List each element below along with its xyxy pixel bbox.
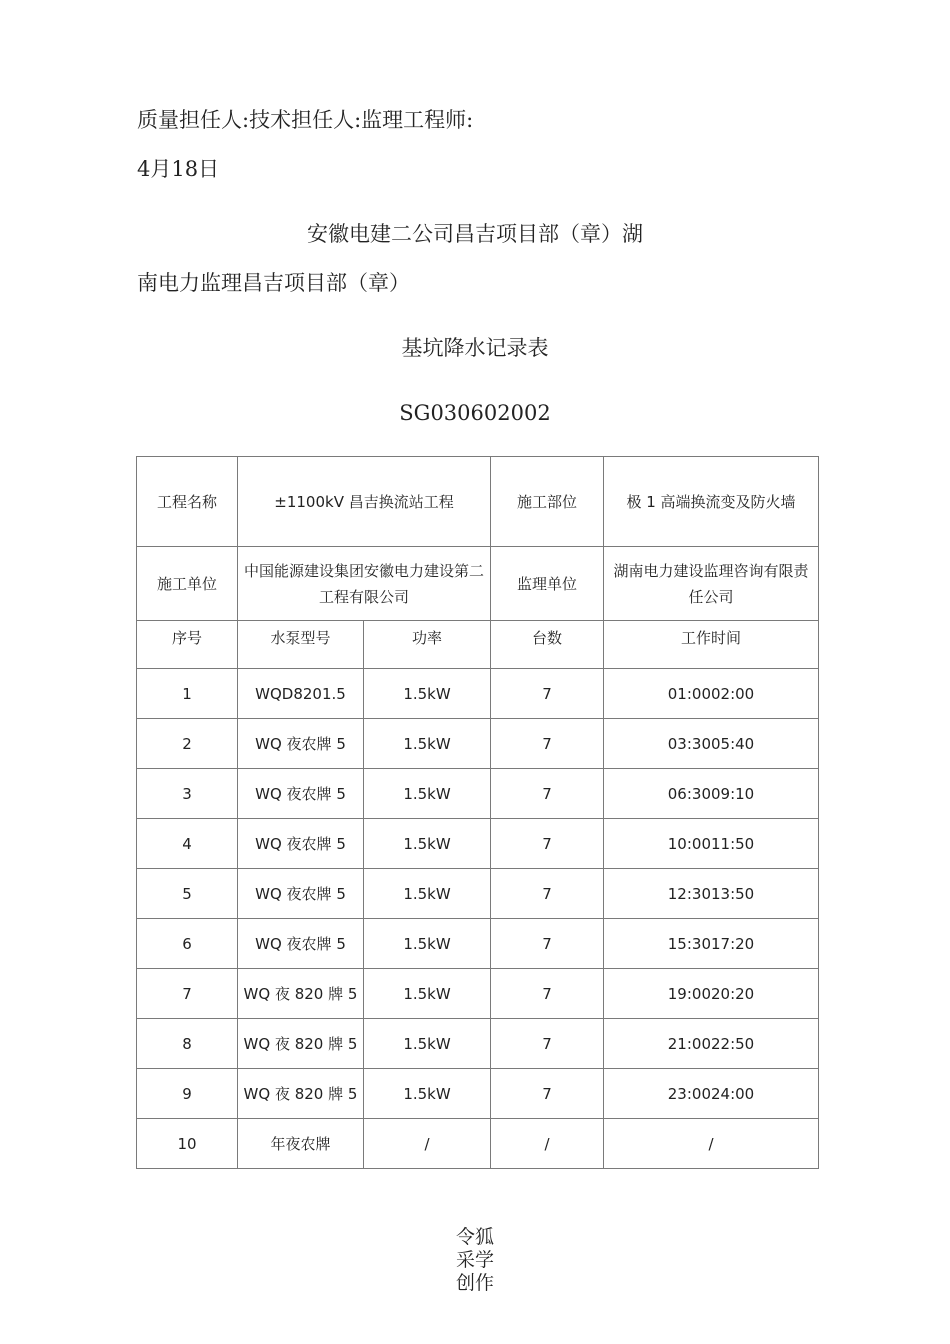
row-power: 1.5kW <box>364 719 491 769</box>
column-header-power: 功率 <box>364 621 491 669</box>
row-count: 7 <box>491 669 604 719</box>
supervisor-value: 湖南电力建设监理咨询有限责任公司 <box>604 547 819 621</box>
site-label: 施工部位 <box>491 457 604 547</box>
row-time: / <box>604 1119 819 1169</box>
row-model: WQ 夜 820 牌 5 <box>238 1069 364 1119</box>
row-time: 19:0020:20 <box>604 969 819 1019</box>
row-model: WQ 夜农牌 5 <box>238 869 364 919</box>
row-count: 7 <box>491 719 604 769</box>
row-time: 06:3009:10 <box>604 769 819 819</box>
footer-note <box>0 1226 950 1295</box>
row-no: 9 <box>137 1069 238 1119</box>
footer-line-2: 采学 <box>455 1249 494 1271</box>
contractor-row <box>137 547 819 621</box>
table-row <box>137 669 819 719</box>
row-power: 1.5kW <box>364 1069 491 1119</box>
stamp-line-2: 南电力监理昌吉项目部（章） <box>137 271 410 295</box>
row-model: WQ 夜农牌 5 <box>238 819 364 869</box>
document-code: SG030602002 <box>399 401 551 425</box>
row-model: WQD8201.5 <box>238 669 364 719</box>
row-model: WQ 夜 820 牌 5 <box>238 1019 364 1069</box>
column-header-model: 水泵型号 <box>238 621 364 669</box>
row-count: / <box>491 1119 604 1169</box>
row-time: 03:3005:40 <box>604 719 819 769</box>
contractor-label: 施工单位 <box>137 547 238 621</box>
row-count: 7 <box>491 969 604 1019</box>
table-row <box>137 819 819 869</box>
row-count: 7 <box>491 769 604 819</box>
row-time: 12:3013:50 <box>604 869 819 919</box>
row-time: 15:3017:20 <box>604 919 819 969</box>
row-power: 1.5kW <box>364 669 491 719</box>
row-model: WQ 夜农牌 5 <box>238 919 364 969</box>
project-row <box>137 457 819 547</box>
table-row <box>137 969 819 1019</box>
column-header-no: 序号 <box>137 621 238 669</box>
document-title: 基坑降水记录表 <box>401 336 549 360</box>
row-power: 1.5kW <box>364 769 491 819</box>
row-power: / <box>364 1119 491 1169</box>
footer-line-1: 令狐 <box>455 1226 494 1248</box>
footer-line-3: 创作 <box>455 1272 494 1294</box>
row-no: 10 <box>137 1119 238 1169</box>
row-time: 21:0022:50 <box>604 1019 819 1069</box>
row-model: 年夜农牌 <box>238 1119 364 1169</box>
row-time: 01:0002:00 <box>604 669 819 719</box>
row-no: 3 <box>137 769 238 819</box>
table-row <box>137 769 819 819</box>
column-header-time: 工作时间 <box>604 621 819 669</box>
date-line: 4月18日 <box>137 157 220 181</box>
table-row <box>137 719 819 769</box>
table-row <box>137 919 819 969</box>
row-power: 1.5kW <box>364 919 491 969</box>
table-row <box>137 1069 819 1119</box>
row-model: WQ 夜 820 牌 5 <box>238 969 364 1019</box>
row-power: 1.5kW <box>364 1019 491 1069</box>
dewatering-record-table <box>136 456 819 1169</box>
row-no: 7 <box>137 969 238 1019</box>
table-row <box>137 869 819 919</box>
project-name-label: 工程名称 <box>137 457 238 547</box>
row-time: 23:0024:00 <box>604 1069 819 1119</box>
stamp-line-1: 安徽电建二公司昌吉项目部（章）湖 <box>307 222 643 246</box>
row-no: 2 <box>137 719 238 769</box>
row-no: 6 <box>137 919 238 969</box>
table-row <box>137 1119 819 1169</box>
row-power: 1.5kW <box>364 969 491 1019</box>
row-power: 1.5kW <box>364 869 491 919</box>
signers-line: 质量担任人:技术担任人:监理工程师: <box>137 108 474 132</box>
contractor-value: 中国能源建设集团安徽电力建设第二工程有限公司 <box>238 547 491 621</box>
row-count: 7 <box>491 819 604 869</box>
row-count: 7 <box>491 919 604 969</box>
row-no: 5 <box>137 869 238 919</box>
row-model: WQ 夜农牌 5 <box>238 719 364 769</box>
project-name-value: ±1100kV 昌吉换流站工程 <box>238 457 491 547</box>
column-header-row <box>137 621 819 669</box>
supervisor-label: 监理单位 <box>491 547 604 621</box>
row-no: 8 <box>137 1019 238 1069</box>
row-power: 1.5kW <box>364 819 491 869</box>
row-time: 10:0011:50 <box>604 819 819 869</box>
row-count: 7 <box>491 1019 604 1069</box>
table-row <box>137 1019 819 1069</box>
row-count: 7 <box>491 869 604 919</box>
row-no: 4 <box>137 819 238 869</box>
site-value: 极 1 高端换流变及防火墙 <box>604 457 819 547</box>
row-no: 1 <box>137 669 238 719</box>
row-model: WQ 夜农牌 5 <box>238 769 364 819</box>
row-count: 7 <box>491 1069 604 1119</box>
column-header-count: 台数 <box>491 621 604 669</box>
